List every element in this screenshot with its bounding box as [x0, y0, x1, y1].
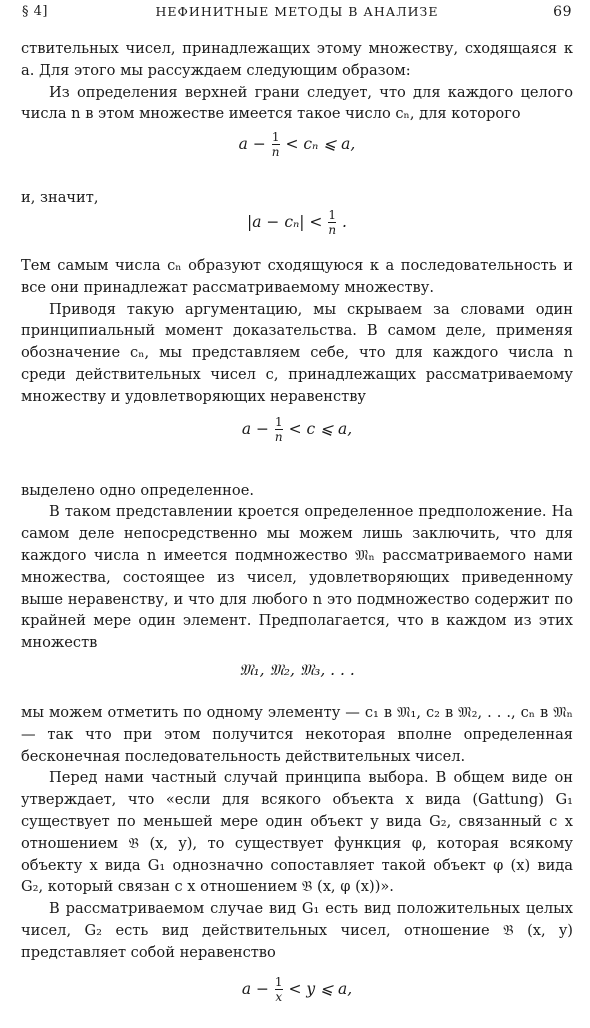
fraction-1-over-x: $\frac{1}{x}$ — [274, 974, 283, 1004]
paragraph-2: Из определения верхней грани следует, что для каждого целого числа n в этом множестве имеется такое число cₙ, для которого — [21, 83, 573, 123]
paragraph-4: Тем самым числа cₙ образуют сходящуюся к a последовательность и все они принадлежат рассматриваемому множеству. — [21, 256, 573, 296]
paragraph-10: В рассматриваемом случае вид G₁ есть вид положительных целых чисел, G₂ есть вид действительных чисел, отношение 𝔅 (x, y) представляет собой неравенство — [21, 900, 573, 961]
paragraph-6: выделено одно определенное. — [21, 481, 254, 499]
fraction-1-over-n: $\frac{1}{n}$ — [328, 207, 337, 237]
fraction-1-over-n: $\frac{1}{n}$ — [271, 130, 280, 160]
paragraph-1: ствительных чисел, принадлежащих этому множеству, сходящаяся к a. Для этого мы рассуждаем следующим образом: — [21, 40, 573, 79]
paragraph-9: Перед нами частный случай принципа выбора. В общем виде он утверждает, что «если для всякого объекта x вида (Gattung) G₁ существует по меньшей мере один объект y вида G₂, связанный с x отношением 𝔅 (x, y), то существует функция φ, которая всякому объекту x вида G₁ однозначно сопоставляет такой объект φ (x) вида G₂, который связан с x отношением 𝔅 (x, φ (x))». — [21, 769, 573, 896]
paragraph-7: В таком представлении кроется определенное предположение. На самом деле непосредственно мы можем лишь заключить, что для каждого числа n имеется подмножество 𝔐ₙ рассматриваемого нами множества, состоящее из чисел, удовлетворяющих приведенному выше неравенству, и что для любого n это подмножество содержит по крайней мере один элемент. Предполагается, что в каждом из этих множеств — [21, 503, 573, 652]
formula-5: a − $\frac{1}{x}$ < y ⩽ a, — [241, 974, 353, 1004]
formula-2: |a − cₙ| < $\frac{1}{n}$ . — [247, 207, 347, 237]
paragraph-5: Приводя такую аргументацию, мы скрываем за словами один принципиальный момент доказательства. В самом деле, применяя обозначение cₙ, мы представляем себе, что для каждого числа n среди действительных чисел c, принадлежащих рассматриваемому множеству и удовлетворяющих неравенству — [21, 300, 573, 405]
formula-3: a − $\frac{1}{n}$ < c ⩽ a, — [241, 414, 353, 444]
formula-4: 𝔐₁, 𝔐₂, 𝔐₃, . . . — [239, 660, 355, 679]
page-body — [21, 38, 573, 1028]
formula-1: a − $\frac{1}{n}$ < cₙ ⩽ a, — [238, 130, 356, 160]
paragraph-8: мы можем отметить по одному элементу — c₁ в 𝔐₁, c₂ в 𝔐₂, . . ., cₙ в 𝔐ₙ — так что при этом получится некоторая вполне определенная бесконечная последовательность действительных чисел. — [21, 703, 573, 765]
running-title: НЕФИНИТНЫЕ МЕТОДЫ В АНАЛИЗЕ — [155, 4, 439, 19]
running-header — [22, 4, 572, 24]
section-marker: § 4] — [22, 4, 48, 19]
paragraph-3: и, значит, — [21, 189, 99, 207]
fraction-1-over-n: $\frac{1}{n}$ — [274, 414, 283, 444]
page-number: 69 — [553, 4, 572, 20]
